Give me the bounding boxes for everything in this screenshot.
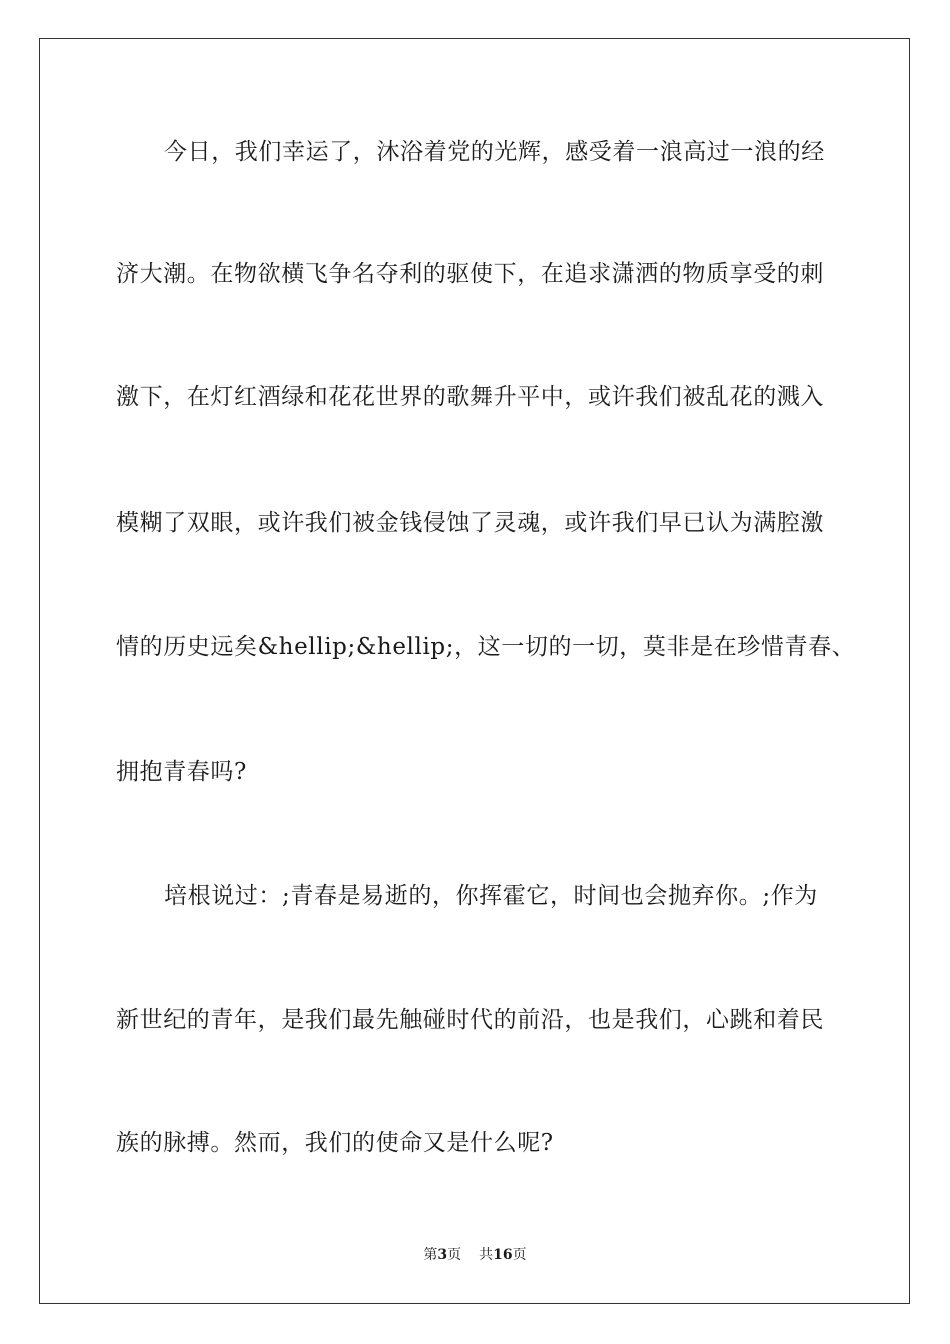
paragraph-2-line-3: 族的脉搏。然而，我们的使命又是什么呢?: [116, 1130, 554, 1156]
paragraph-1-line-4: 模糊了双眼，或许我们被金钱侵蚀了灵魂，或许我们早已认为满腔激: [116, 510, 824, 536]
page-footer: [0, 1246, 950, 1264]
paragraph-1-line-1: 今日，我们幸运了，沐浴着党的光辉，感受着一浪高过一浪的经: [164, 139, 825, 165]
page-number: 第3页: [423, 1247, 462, 1263]
paragraph-2-line-1: 培根说过：;青春是易逝的，你挥霍它，时间也会抛弃你。;作为: [164, 883, 818, 909]
paragraph-1-line-6: 拥抱青春吗?: [116, 759, 247, 785]
paragraph-2-line-2: 新世纪的青年，是我们最先触碰时代的前沿，也是我们，心跳和着民: [116, 1007, 824, 1033]
paragraph-1-line-3: 激下，在灯红酒绿和花花世界的歌舞升平中，或许我们被乱花的溅入: [116, 384, 824, 410]
paragraph-1-line-5: 情的历史远矣&hellip;&hellip;，这一切的一切，莫非是在珍惜青春、: [116, 634, 856, 660]
page-total: 共16页: [479, 1247, 527, 1263]
page-border: [39, 38, 910, 1304]
paragraph-1-line-2: 济大潮。在物欲横飞争名夺利的驱使下，在追求潇洒的物质享受的刺: [116, 261, 824, 287]
